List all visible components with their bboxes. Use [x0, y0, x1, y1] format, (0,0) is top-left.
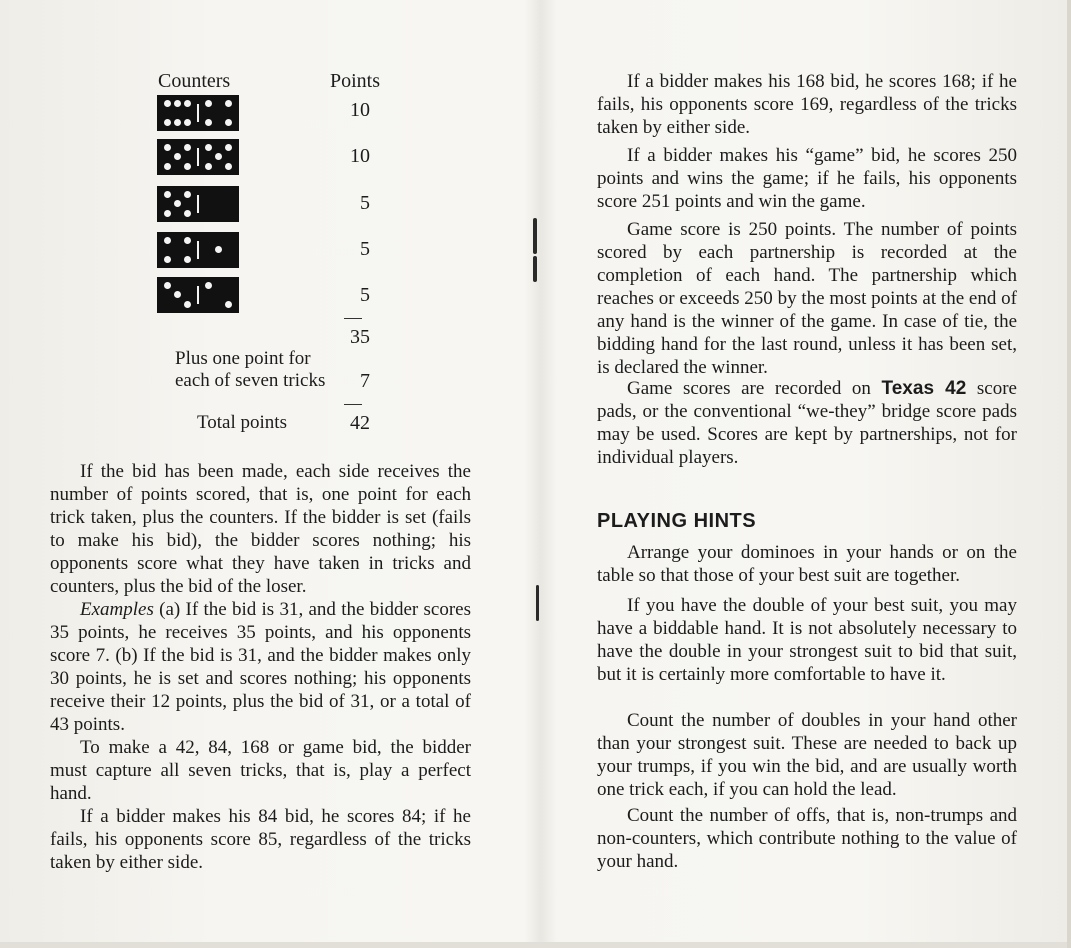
- paragraph-game-score: Game score is 250 points. The number of points scored by each partnership is recorded at the completion of each hand. The partnership which reaches or exceeds 250 by the most points at the end of any hand is the winner of the game. In case of tie, the bidding hand for the last round, unless it has been set, is declared the winner.: [597, 219, 1017, 378]
- plus-value: 7: [360, 370, 370, 392]
- score-pads-text-b: score pads, or the conventional “we-they” bridge score pads may be used. Scores are kept by partnerships, not for individual players.: [597, 378, 1017, 468]
- subtotal-value: 35: [350, 326, 370, 348]
- paragraph-score-pads: [597, 377, 1017, 469]
- binding-mark: [533, 256, 537, 282]
- points-value: 5: [360, 238, 370, 260]
- section-heading: PLAYING HINTS: [597, 510, 757, 532]
- plus-line-2: each of seven tricks: [175, 370, 326, 391]
- hint-doubles-count: Count the number of doubles in your hand other than your strongest suit. These are needed to back up your trumps, if you win the bid, and are usually worth one trick each, if you can hold the lead.: [597, 710, 1017, 800]
- total-label: Total points: [197, 412, 287, 433]
- hint-double: If you have the double of your best suit, you may have a biddable hand. It is not absolutely necessary to have the double in your strongest suit to bid that suit, but it is certainly more comfortable to have it.: [597, 595, 1017, 685]
- plus-line-1: Plus one point for: [175, 348, 311, 369]
- page-edge-right: [1067, 0, 1071, 948]
- domino-5-0-icon: [157, 186, 239, 222]
- binding-mark: [533, 218, 537, 254]
- hint-offs: Count the number of offs, that is, non-trumps and non-counters, which contribute nothing to the value of your hand.: [597, 805, 1017, 872]
- binding-mark: [536, 585, 539, 621]
- page-edge-bottom: [0, 942, 1071, 948]
- hint-arrange: Arrange your dominoes in your hands or on the table so that those of your best suit are together.: [597, 542, 1017, 586]
- paragraph-84-bid: If a bidder makes his 84 bid, he scores 84; if he fails, his opponents score 85, regardless of the tricks taken by either side.: [50, 806, 471, 873]
- brand-name: Texas 42: [881, 378, 967, 399]
- points-header: Points: [330, 70, 381, 92]
- paragraph-perfect-hand: To make a 42, 84, 168 or game bid, the bidder must capture all seven tricks, that is, play a perfect hand.: [50, 737, 471, 804]
- examples-text: (a) If the bid is 31, and the bidder scores 35 points, he receives 35 points, and his opponents score 7. (b) If the bid is 31, and the bidder makes only 30 points, he is set and scores nothing; his opponents receive their 12 points, plus the bid of 31, or a total of 43 points.: [50, 599, 471, 735]
- points-value: 10: [350, 99, 370, 121]
- domino-3-2-icon: [157, 277, 239, 313]
- domino-5-5-icon: [157, 139, 239, 175]
- examples-label: Examples: [80, 599, 154, 620]
- points-value: 5: [360, 192, 370, 214]
- points-value: 5: [360, 284, 370, 306]
- points-value: 10: [350, 145, 370, 167]
- paragraph-game-bid: If a bidder makes his “game” bid, he scores 250 points and wins the game; if he fails, his opponents score 251 points and win the game.: [597, 145, 1017, 212]
- paragraph-168-bid: If a bidder makes his 168 bid, he scores 168; if he fails, his opponents score 169, regardless of the tricks taken by either side.: [597, 71, 1017, 138]
- paragraph-scoring: If the bid has been made, each side receives the number of points scored, that is, one point for each trick taken, plus the counters. If the bidder is set (fails to make his bid), the bidder scores nothing; his opponents score what they have taken in tricks and counters, plus the bid of the loser.: [50, 461, 471, 597]
- domino-4-1-icon: [157, 232, 239, 268]
- paragraph-examples: [50, 598, 471, 736]
- score-pads-text-a: Game scores are recorded on: [627, 378, 882, 399]
- total-rule: [344, 404, 362, 405]
- counters-header: Counters: [158, 70, 231, 92]
- total-value: 42: [350, 412, 370, 434]
- domino-6-4-icon: [157, 95, 239, 131]
- sum-rule: [344, 318, 362, 319]
